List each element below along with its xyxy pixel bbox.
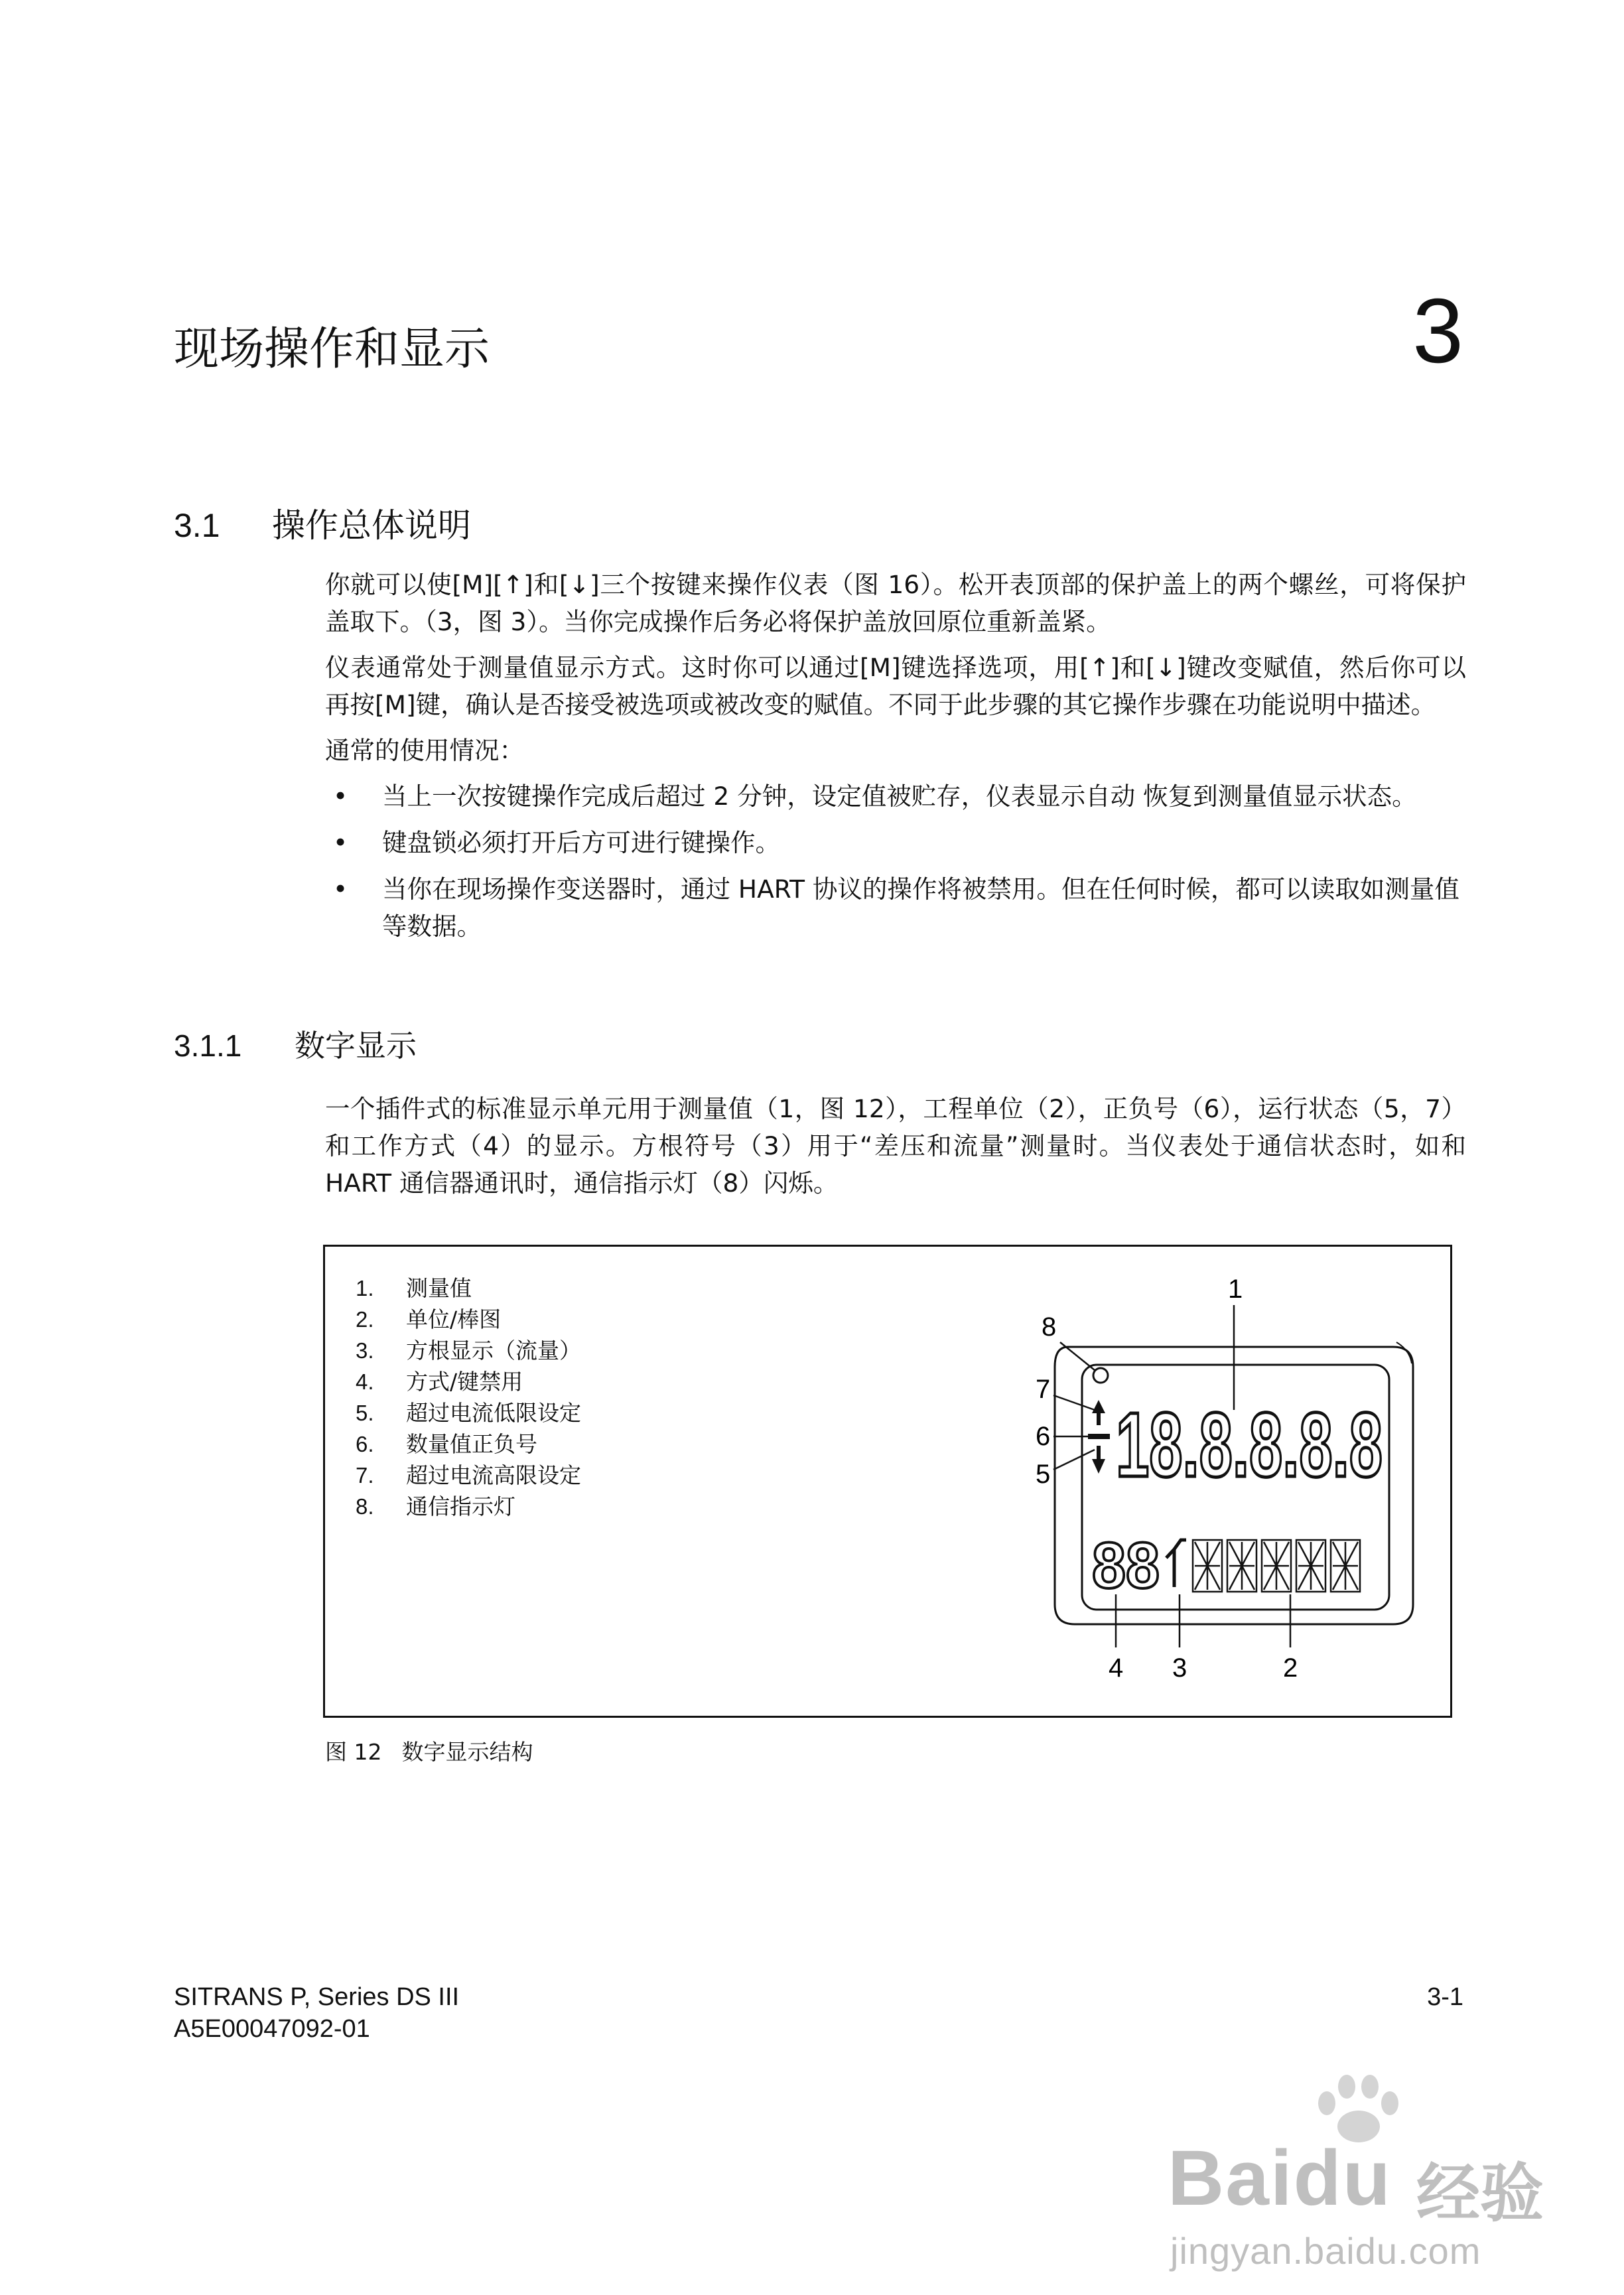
callout-3: 3 bbox=[1172, 1653, 1187, 1683]
callout-4: 4 bbox=[1109, 1653, 1124, 1683]
unit-cell bbox=[1262, 1540, 1291, 1592]
watermark-cn: 经验 bbox=[1416, 2158, 1544, 2229]
section-body bbox=[325, 566, 1466, 954]
figure-caption bbox=[325, 1735, 533, 1766]
list-item: • 当上一次按键操作完成后超过 2 分钟，设定值被贮存，仪表显示自动 恢复到测量值显示状态。 bbox=[325, 778, 1466, 815]
subsection-heading bbox=[174, 1022, 417, 1066]
unit-cell bbox=[1296, 1540, 1325, 1592]
footer-doc-id: A5E00047092-01 bbox=[174, 2015, 370, 2043]
callout-5: 5 bbox=[1036, 1460, 1051, 1489]
unit-cells bbox=[1193, 1540, 1360, 1592]
paragraph: 通常的使用情况： bbox=[325, 736, 524, 765]
watermark-url: jingyan.baidu.com bbox=[1170, 2230, 1481, 2272]
footer-page-number: 3-1 bbox=[1427, 1983, 1463, 2011]
callout-8: 8 bbox=[1042, 1312, 1057, 1342]
lcd-diagram bbox=[969, 1251, 1446, 1708]
callout-7: 7 bbox=[1036, 1375, 1051, 1404]
section-heading bbox=[174, 499, 471, 547]
legend-item: 3. 方根显示（流量） bbox=[356, 1338, 581, 1363]
legend-item: 5. 超过电流低限设定 bbox=[356, 1400, 581, 1426]
bullet-icon: • bbox=[333, 782, 348, 811]
subsection-title: 数字显示 bbox=[295, 1028, 417, 1064]
legend-item: 1. 测量值 bbox=[356, 1275, 472, 1301]
legend-item: 7. 超过电流高限设定 bbox=[356, 1462, 581, 1488]
chapter-number: 3 bbox=[1412, 280, 1463, 382]
caption-label: 图 12 bbox=[325, 1739, 382, 1765]
watermark-brand: Baidu bbox=[1168, 2134, 1392, 2222]
figure-legend bbox=[356, 1273, 581, 1522]
list-item: • 当你在现场操作变送器时，通过 HART 协议的操作将被禁用。但在任何时候，都可以读取如测量值等数据。 bbox=[325, 870, 1466, 945]
subsection-number: 3.1.1 bbox=[174, 1028, 242, 1063]
lcd-mode-digits: 88 bbox=[1092, 1529, 1160, 1602]
lcd-main-digits: 18.8.8.8.8 bbox=[1116, 1394, 1383, 1496]
bullet-icon: • bbox=[333, 874, 348, 904]
paragraph: 一个插件式的标准显示单元用于测量值（1，图 12），工程单位（2），正负号（6），运行状态（5，7）和工作方式（4）的显示。方根符号（3）用于“差压和流量”测量时。当仪表处于通信状态时，如和 HART 通信器通讯时，通信指示灯（8）闪烁。 bbox=[325, 1094, 1466, 1198]
up-arrow-icon bbox=[1092, 1400, 1105, 1425]
paw-icon bbox=[1307, 2070, 1413, 2143]
paragraph: 仪表通常处于测量值显示方式。这时你可以通过[M]键选择选项，用[↑]和[↓]键改变赋值，然后你可以再按[M]键，确认是否接受被选项或被改变的赋值。不同于此步骤的其它操作步骤在功能说明中描述。 bbox=[325, 653, 1466, 719]
minus-sign-icon bbox=[1088, 1434, 1110, 1439]
legend-item: 6. 数量值正负号 bbox=[356, 1431, 537, 1457]
legend-item: 8. 通信指示灯 bbox=[356, 1494, 515, 1519]
baidu-watermark bbox=[1154, 2070, 1552, 2282]
unit-cell bbox=[1227, 1540, 1256, 1592]
callout-6: 6 bbox=[1036, 1422, 1051, 1451]
legend-item: 4. 方式/键禁用 bbox=[356, 1369, 523, 1395]
section-number: 3.1 bbox=[174, 507, 220, 544]
footer-left bbox=[174, 1981, 459, 2045]
bullet-icon: • bbox=[333, 828, 348, 857]
unit-cell bbox=[1193, 1540, 1222, 1592]
bullet-list bbox=[325, 778, 1466, 945]
callout-1: 1 bbox=[1228, 1275, 1243, 1304]
footer-product: SITRANS P, Series DS III bbox=[174, 1983, 460, 2011]
square-root-icon bbox=[1166, 1540, 1186, 1587]
legend-item: 2. 单位/棒图 bbox=[356, 1306, 502, 1332]
paragraph: 你就可以使[M][↑]和[↓]三个按键来操作仪表（图 16）。松开表顶部的保护盖上的两个螺丝，可将保护盖取下。（3，图 3）。当你完成操作后务必将保护盖放回原位重新盖紧。 bbox=[325, 570, 1466, 636]
unit-cell bbox=[1331, 1540, 1360, 1592]
caption-text: 数字显示结构 bbox=[401, 1739, 533, 1765]
chapter-title: 现场操作和显示 bbox=[174, 323, 490, 376]
callout-2: 2 bbox=[1283, 1653, 1298, 1683]
section-title: 操作总体说明 bbox=[272, 506, 471, 545]
list-item: • 键盘锁必须打开后方可进行键操作。 bbox=[325, 824, 1466, 861]
comm-indicator-icon bbox=[1093, 1368, 1108, 1383]
subsection-body bbox=[325, 1090, 1466, 1210]
